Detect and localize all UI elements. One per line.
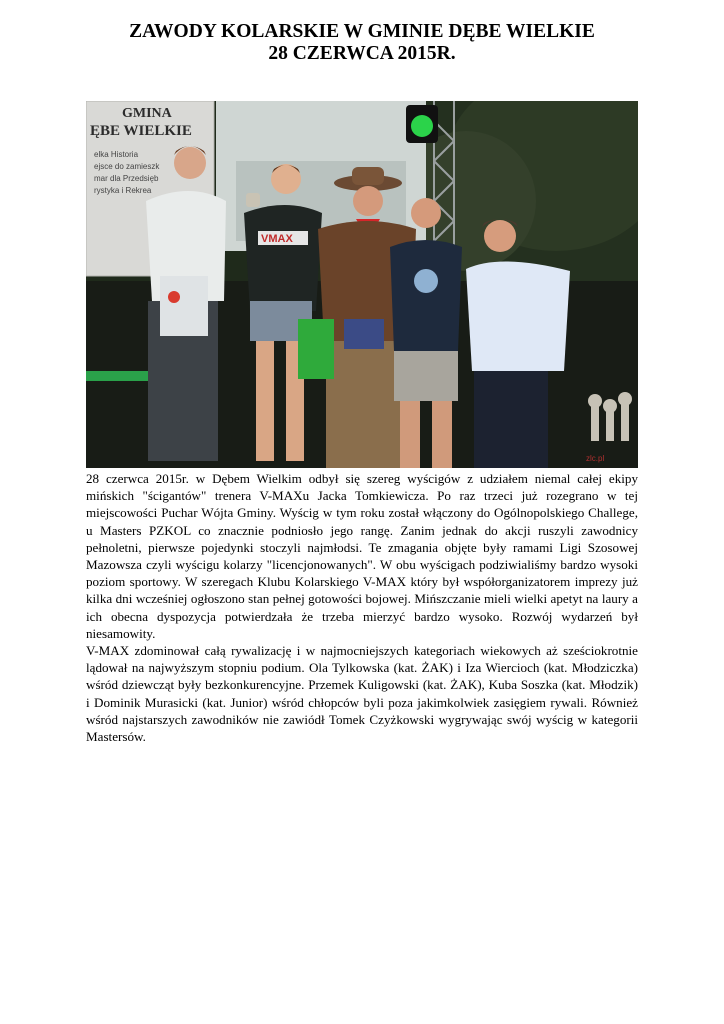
article-paragraph-2: V-MAX zdominował całą rywalizację i w najmocniejszych kategoriach wiekowych aż sześciokrotnie lądował na najwyższym stopniu podium. Ola Tylkowska (kat. ŻAK) i Iza Wiercioch (kat. Młodziczka) wśród dziewcząt były bezkonkurencyjne. Przemek Kuligowski (kat. ŻAK), Kuba Soszka (kat. Młodzik) i Dominik Murasicki (kat. Junior) wśród chłopców byli poza jakimkolwiek zasięgiem rywali. Również wśród najstarszych zawodników nie zawiódł Tomek Czyżkowski wygrywając swój wyścig w kategorii Mastersów. [86,643,638,745]
document-subtitle-date: 28 CZERWCA 2015R. [268,43,456,64]
photo-credit: zlc.pl [586,454,605,463]
banner-text-1: elka Historia [94,150,139,159]
banner-title-line2: ĘBE WIELKIE [90,123,192,139]
jersey-logo-text: VMAX [261,233,293,245]
banner-text-4: rystyka i Rekrea [94,186,152,195]
banner-text-2: ejsce do zamieszk [94,162,160,171]
banner-title-line1: GMINA [122,106,172,121]
article-body [86,470,638,745]
document-title: ZAWODY KOLARSKIE W GMINIE DĘBE WIELKIE [129,21,595,42]
podium-photo [86,101,638,468]
banner-text-3: mar dla Przedsięb [94,174,159,183]
article-paragraph-1: 28 czerwca 2015r. w Dębem Wielkim odbył się szereg wyścigów z udziałem niemal całej ekipy mińskich "ścigantów" trenera V-MAXu Jacka Tomkiewicza. Po raz trzeci już rozegrano w tej miejscowości Puchar Wójta Gminy. Wyścig w tym roku został włączony do Ogólnopolskiego Challege, u Masters PZKOL co znacznie podniosło jego rangę. Zanim jednak do akcji ruszyli zawodnicy pełnoletni, pierwsze pojedynki stoczyli najmłodsi. Te zmagania objęte były ramami Ligi Szosowej Mazowsza czyli wyścigu kolarzy "licencjonowanych". W obu wyścigach podziwialiśmy bardzo wysoki poziom sportowy. W szeregach Klubu Kolarskiego V-MAX który był współorganizatorem imprezy już kilka dni wcześniej ogłoszono stan pełnej gotowości bojowej. Mińszczanie mieli wielki apetyt na laury a ich obecna dyspozycja potwierdzała że trzeba mierzyć bardzo wysoko. Rozwój wydarzeń był niesamowity. [86,471,638,641]
